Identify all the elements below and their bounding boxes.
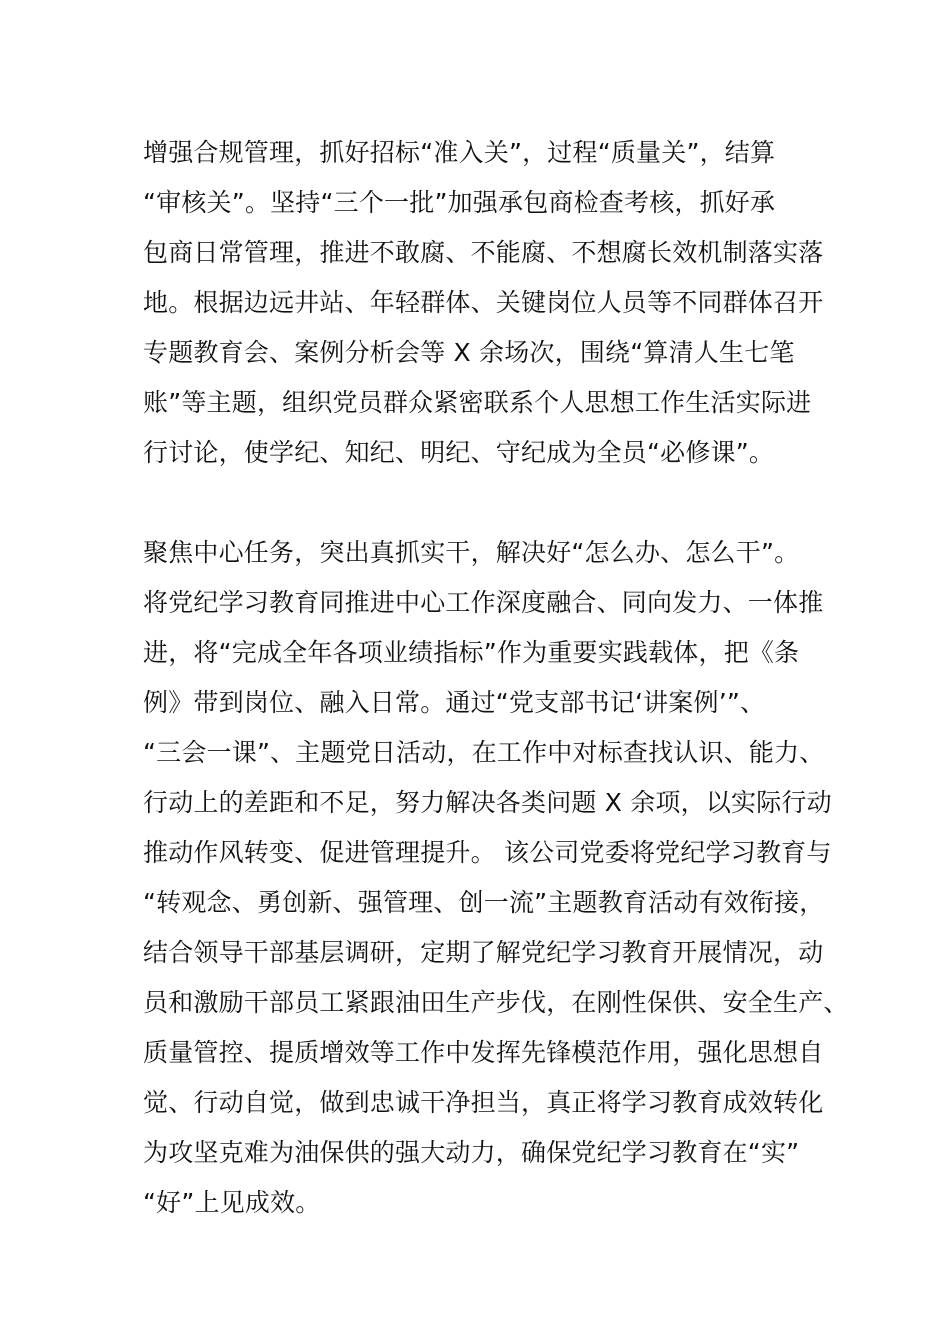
text-line: 将党纪学习教育同推进中心工作深度融合、同向发力、一体推 xyxy=(143,588,824,617)
text-line: 地。根据边远井站、年轻群体、关键岗位人员等不同群体召开 xyxy=(143,288,824,317)
text-line: “审核关”。坚持“三个一批”加强承包商检查考核，抓好承 xyxy=(143,188,776,217)
text-line: “三会一课”、主题党日活动，在工作中对标查找认识、能力、 xyxy=(143,738,825,767)
text-line: 觉、行动自觉，做到忠诚干净担当，真正将学习教育成效转化 xyxy=(143,1088,824,1117)
text-line: “转观念、勇创新、强管理、创一流”主题教育活动有效衔接， xyxy=(143,888,825,917)
text-line: 推动作风转变、促进管理提升。 该公司党委将党纪学习教育与 xyxy=(143,838,832,867)
text-line: 质量管控、提质增效等工作中发挥先锋模范作用，强化思想自 xyxy=(143,1038,824,1067)
paragraph-compliance-management xyxy=(143,128,823,478)
paragraph-central-tasks xyxy=(143,528,849,1228)
text-line: “好”上见成效。 xyxy=(143,1188,321,1217)
text-line: 增强合规管理，抓好招标“准入关”，过程“质量关”，结算 xyxy=(143,138,776,167)
text-line: 例》带到岗位、融入日常。通过“党支部书记‘讲案例’”、 xyxy=(143,688,766,717)
text-line: 专题教育会、案例分析会等 X 余场次，围绕“算清人生七笔 xyxy=(143,338,795,367)
text-line: 为攻坚克难为油保供的强大动力，确保党纪学习教育在“实” xyxy=(143,1138,800,1167)
text-line: 行讨论，使学纪、知纪、明纪、守纪成为全员“必修课”。 xyxy=(143,438,775,467)
text-line: 聚焦中心任务，突出真抓实干，解决好“怎么办、怎么干”。 xyxy=(143,538,800,567)
text-line: 账”等主题，组织党员群众紧密联系个人思想工作生活实际进 xyxy=(143,388,812,417)
text-line: 行动上的差距和不足，努力解决各类问题 X 余项，以实际行动 xyxy=(143,788,832,817)
text-line: 进，将“完成全年各项业绩指标”作为重要实践载体，把《条 xyxy=(143,638,800,667)
text-line: 包商日常管理，推进不敢腐、不能腐、不想腐长效机制落实落 xyxy=(143,238,824,267)
text-line: 员和激励干部员工紧跟油田生产步伐，在刚性保供、安全生产、 xyxy=(143,988,849,1017)
text-line: 结合领导干部基层调研，定期了解党纪学习教育开展情况，动 xyxy=(143,938,824,967)
